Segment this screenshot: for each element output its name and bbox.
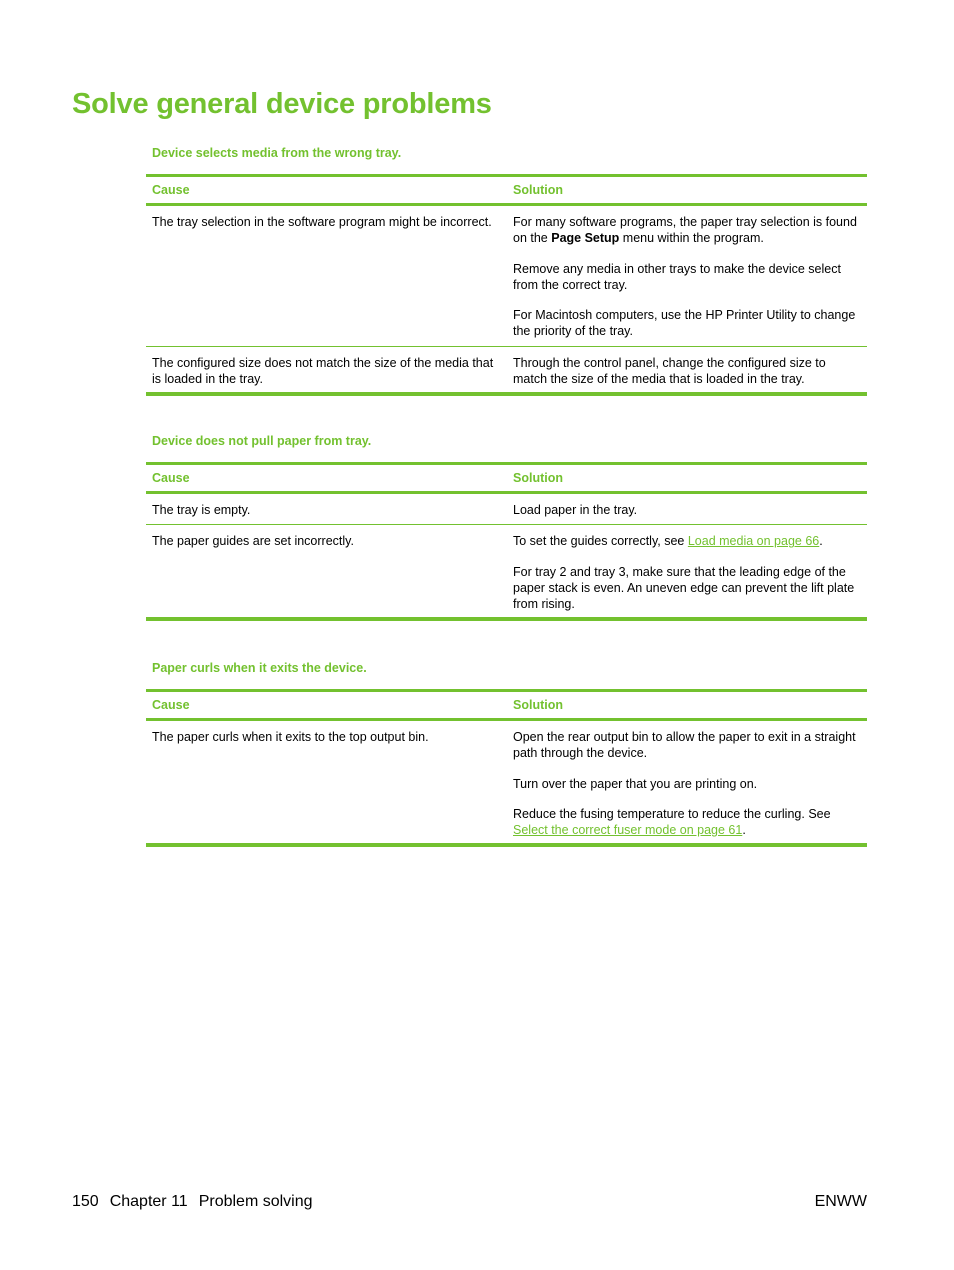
section-heading: Device does not pull paper from tray.	[152, 434, 372, 448]
solution-paragraph	[513, 806, 861, 839]
solution-text: For many software programs, the paper tray selection is found on the	[513, 215, 857, 246]
solution-paragraph	[513, 214, 861, 247]
solution-text: Reduce the fusing temperature to reduce the curling. See	[513, 806, 831, 821]
solution-paragraph: For tray 2 and tray 3, make sure that the leading edge of the paper stack is even. An uneven edge can prevent the lift plate from rising.	[513, 564, 855, 612]
solution-paragraph: Through the control panel, change the configured size to match the size of the media that is loaded in the tray.	[513, 355, 826, 387]
table-row	[146, 525, 867, 620]
section-no-pull	[146, 434, 867, 621]
section-wrong-tray	[146, 146, 867, 396]
solution-paragraph: For Macintosh computers, use the HP Printer Utility to change the priority of the tray.	[513, 308, 856, 339]
page-title: Solve general device problems	[72, 88, 492, 120]
troubleshooting-table	[146, 462, 867, 621]
solution-paragraph: Remove any media in other trays to make the device select from the correct tray.	[513, 261, 841, 292]
troubleshooting-table	[146, 174, 867, 396]
load-media-link[interactable]: Load media on page 66	[687, 534, 820, 549]
cause-cell: The configured size does not match the size of the media that is loaded in the tray.	[146, 346, 507, 394]
table-header-row	[146, 691, 867, 720]
table-header-row	[146, 464, 867, 493]
menu-name: Page Setup	[551, 231, 620, 246]
table-row	[146, 720, 867, 846]
footer-right: ENWW	[814, 1193, 867, 1210]
solution-text: .	[819, 534, 823, 549]
solution-text: To set the guides correctly, see	[513, 534, 688, 549]
chapter-label: Chapter 11	[109, 1193, 188, 1210]
solution-paragraph: Load paper in the tray.	[513, 503, 638, 517]
solution-header: Solution	[507, 691, 867, 720]
cause-cell: The paper guides are set incorrectly.	[146, 525, 507, 620]
table-row	[146, 346, 867, 394]
solution-paragraph: Open the rear output bin to allow the paper to exit in a straight path through the device.	[513, 730, 856, 761]
table-header-row	[146, 176, 867, 205]
fuser-mode-link[interactable]: Select the correct fuser mode on page 61	[513, 823, 743, 838]
solution-paragraph	[513, 533, 861, 549]
solution-paragraph: Turn over the paper that you are printing on.	[513, 776, 758, 791]
solution-cell	[507, 346, 867, 394]
table-row	[146, 493, 867, 525]
solution-cell	[507, 205, 867, 347]
solution-cell	[507, 720, 867, 846]
cause-cell: The paper curls when it exits to the top output bin.	[146, 720, 507, 846]
cause-cell: The tray is empty.	[146, 493, 507, 525]
section-heading: Paper curls when it exits the device.	[152, 661, 367, 675]
solution-header: Solution	[507, 176, 867, 205]
table-row	[146, 205, 867, 347]
cause-cell: The tray selection in the software program might be incorrect.	[146, 205, 507, 347]
section-paper-curls	[146, 661, 867, 847]
solution-text: menu within the program.	[619, 231, 764, 246]
cause-header: Cause	[146, 464, 507, 493]
solution-header: Solution	[507, 464, 867, 493]
page-number: 150	[72, 1193, 99, 1210]
solution-text: .	[742, 823, 746, 838]
cause-header: Cause	[146, 176, 507, 205]
chapter-title: Problem solving	[198, 1193, 313, 1210]
section-heading: Device selects media from the wrong tray.	[152, 146, 402, 160]
troubleshooting-table	[146, 689, 867, 847]
cause-header: Cause	[146, 691, 507, 720]
footer-left	[72, 1193, 324, 1211]
solution-cell	[507, 493, 867, 525]
solution-cell	[507, 525, 867, 620]
